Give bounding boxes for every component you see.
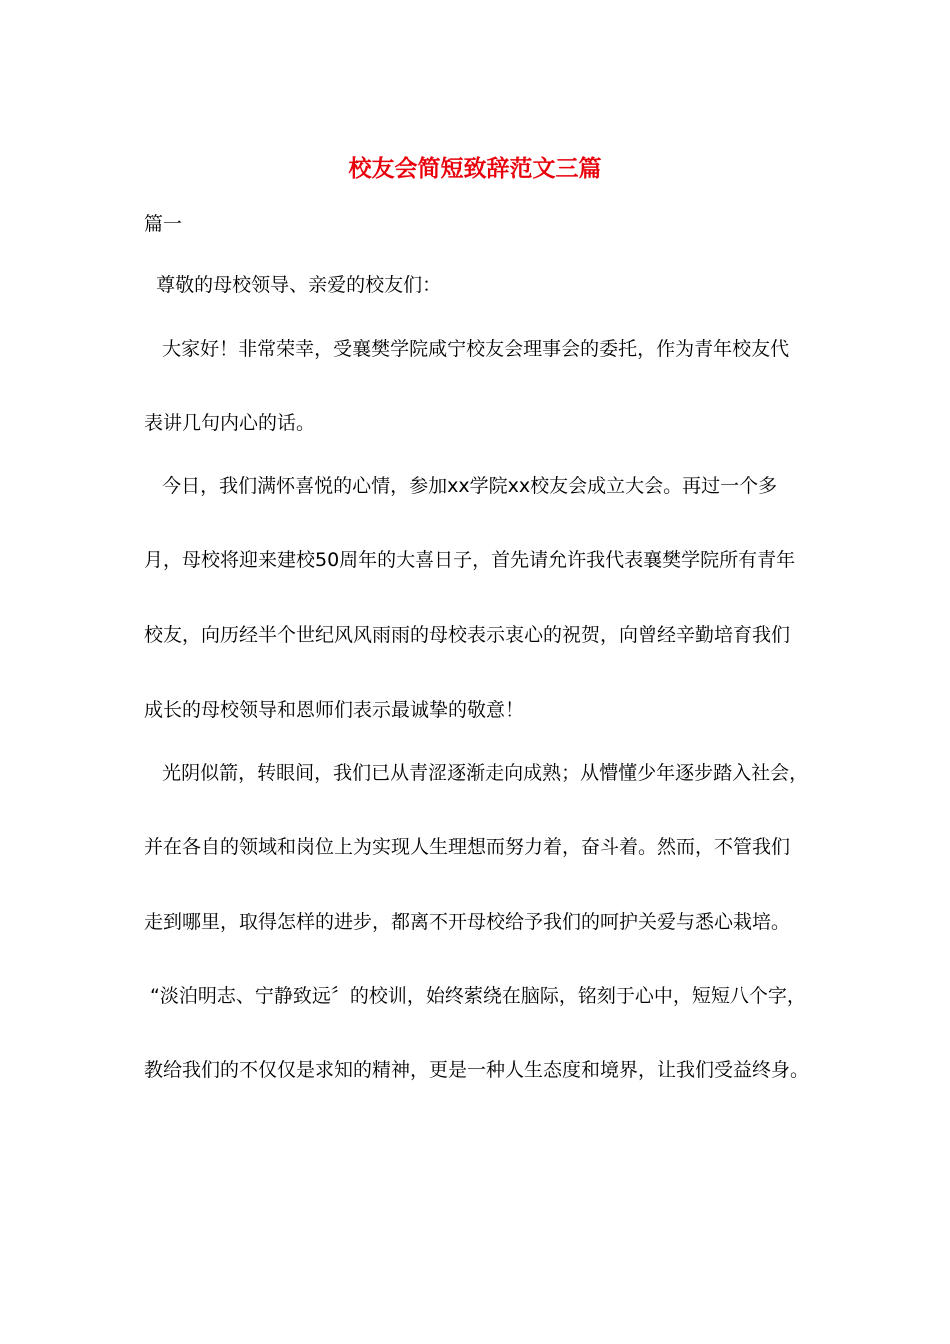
paragraph-line: 教给我们的不仅仅是求知的精神，更是一种人生态度和境界，让我们受益终身。 bbox=[144, 1059, 810, 1081]
paragraph-line: “淡泊明志、宁静致远〞的校训，始终萦绕在脑际，铭刻于心中，短短八个字， bbox=[144, 985, 806, 1007]
paragraph-line: 走到哪里，取得怎样的进步，都离不开母校给予我们的呵护关爱与悉心栽培。 bbox=[144, 911, 791, 933]
paragraph-line: 光阴似箭，转眼间，我们已从青涩逐渐走向成熟；从懵懂少年逐步踏入社会， bbox=[144, 762, 809, 784]
paragraph-line: 尊敬的母校领导、亲爱的校友们： bbox=[144, 274, 442, 296]
section-label: 篇一 bbox=[144, 213, 183, 235]
paragraph-line: 今日，我们满怀喜悦的心情，参加xx学院xx校友会成立大会。再过一个多 bbox=[144, 475, 778, 497]
paragraph-line: 表讲几句内心的话。 bbox=[144, 412, 316, 434]
paragraph-line: 大家好！非常荣幸，受襄樊学院咸宁校友会理事会的委托，作为青年校友代 bbox=[144, 338, 790, 360]
paragraph-line: 月，母校将迎来建校50周年的大喜日子，首先请允许我代表襄樊学院所有青年 bbox=[144, 549, 796, 571]
paragraph-line: 成长的母校领导和恩师们表示最诚挚的敬意！ bbox=[144, 699, 525, 721]
document-title: 校友会简短致辞范文三篇 bbox=[348, 155, 602, 182]
paragraph-line: 并在各自的领域和岗位上为实现人生理想而努力着，奋斗着。然而，不管我们 bbox=[144, 836, 791, 858]
paragraph-line: 校友，向历经半个世纪风风雨雨的母校表示衷心的祝贺，向曾经辛勤培育我们 bbox=[144, 624, 791, 646]
